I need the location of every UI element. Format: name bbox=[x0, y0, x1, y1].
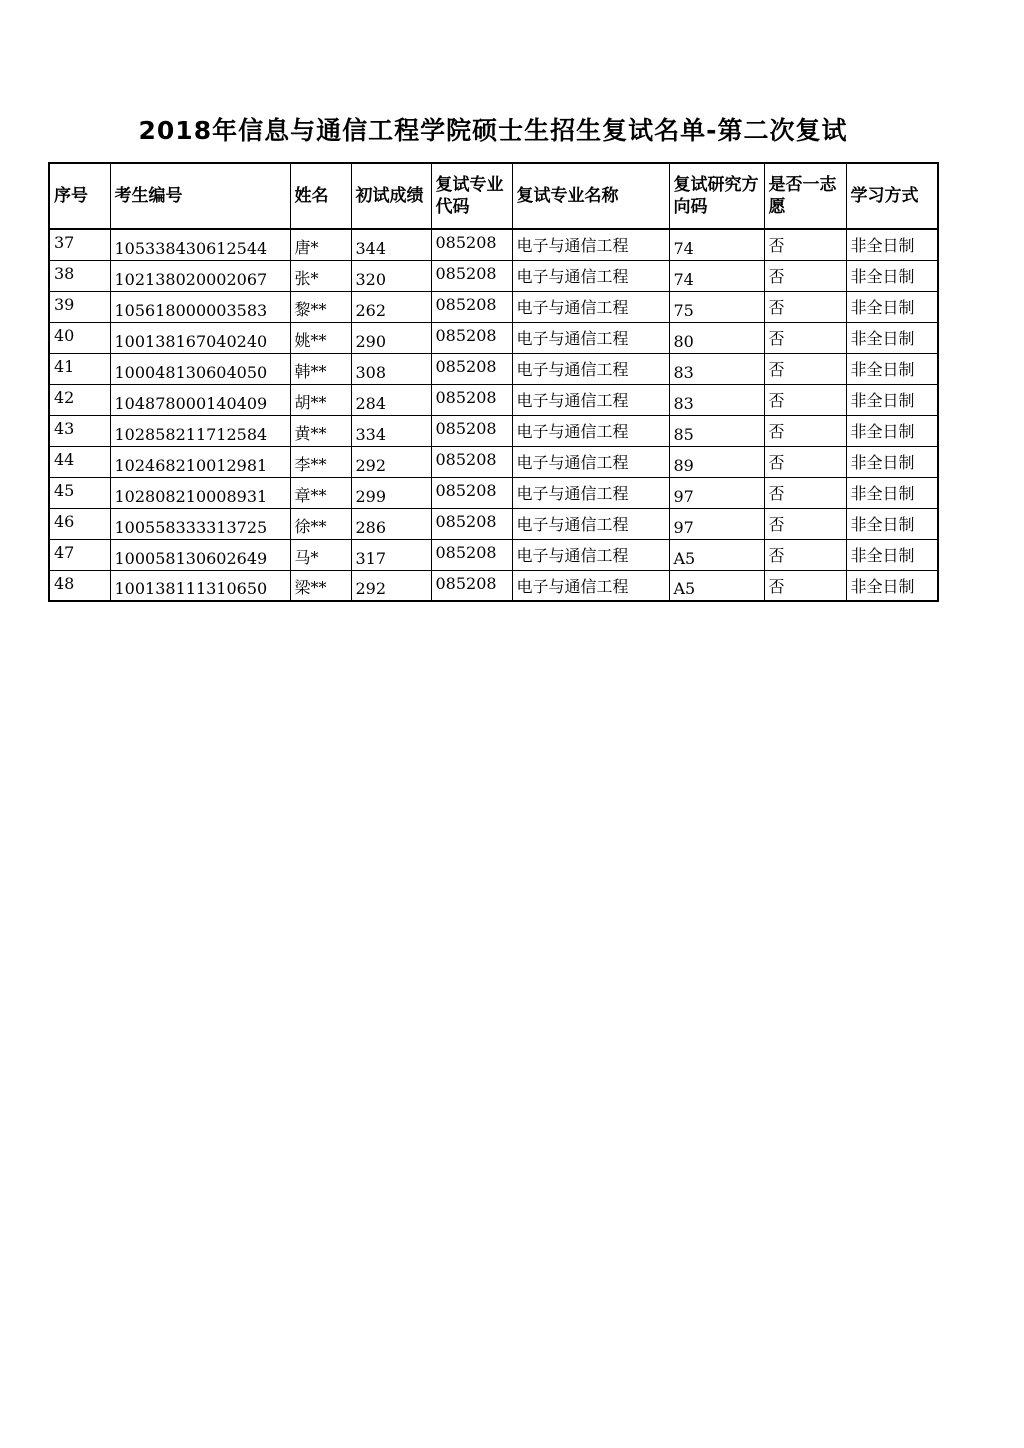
table-row bbox=[49, 446, 938, 477]
cell-direction-code: A5 bbox=[669, 539, 764, 570]
cell-direction-code: 74 bbox=[669, 260, 764, 291]
cell-first-choice: 否 bbox=[764, 229, 846, 260]
header-cell-name: 姓名 bbox=[290, 163, 351, 229]
cell-study-mode: 非全日制 bbox=[846, 446, 938, 477]
cell-major-name: 电子与通信工程 bbox=[512, 508, 669, 539]
cell-first-choice: 否 bbox=[764, 291, 846, 322]
cell-name: 李** bbox=[290, 446, 351, 477]
cell-candidate-id: 100138111310650 bbox=[110, 570, 290, 601]
cell-initial-score: 317 bbox=[351, 539, 431, 570]
cell-name: 马* bbox=[290, 539, 351, 570]
cell-index: 46 bbox=[49, 508, 110, 539]
header-cell-index: 序号 bbox=[49, 163, 110, 229]
cell-index: 37 bbox=[49, 229, 110, 260]
cell-index: 40 bbox=[49, 322, 110, 353]
cell-initial-score: 292 bbox=[351, 446, 431, 477]
table-body bbox=[49, 229, 938, 601]
cell-first-choice: 否 bbox=[764, 322, 846, 353]
cell-index: 45 bbox=[49, 477, 110, 508]
cell-initial-score: 262 bbox=[351, 291, 431, 322]
cell-index: 38 bbox=[49, 260, 110, 291]
cell-direction-code: A5 bbox=[669, 570, 764, 601]
cell-major-code: 085208 bbox=[431, 291, 512, 322]
cell-study-mode: 非全日制 bbox=[846, 415, 938, 446]
cell-major-code: 085208 bbox=[431, 477, 512, 508]
cell-initial-score: 299 bbox=[351, 477, 431, 508]
cell-major-name: 电子与通信工程 bbox=[512, 415, 669, 446]
header-cell-study-mode: 学习方式 bbox=[846, 163, 938, 229]
cell-direction-code: 97 bbox=[669, 508, 764, 539]
cell-name: 黄** bbox=[290, 415, 351, 446]
cell-major-code: 085208 bbox=[431, 508, 512, 539]
header-cell-direction-code: 复试研究方向码 bbox=[669, 163, 764, 229]
cell-first-choice: 否 bbox=[764, 384, 846, 415]
cell-name: 黎** bbox=[290, 291, 351, 322]
cell-index: 41 bbox=[49, 353, 110, 384]
cell-study-mode: 非全日制 bbox=[846, 229, 938, 260]
cell-direction-code: 89 bbox=[669, 446, 764, 477]
cell-first-choice: 否 bbox=[764, 353, 846, 384]
cell-candidate-id: 102808210008931 bbox=[110, 477, 290, 508]
cell-index: 48 bbox=[49, 570, 110, 601]
cell-major-name: 电子与通信工程 bbox=[512, 322, 669, 353]
cell-major-code: 085208 bbox=[431, 322, 512, 353]
cell-major-code: 085208 bbox=[431, 229, 512, 260]
cell-major-name: 电子与通信工程 bbox=[512, 291, 669, 322]
cell-name: 韩** bbox=[290, 353, 351, 384]
cell-major-name: 电子与通信工程 bbox=[512, 477, 669, 508]
cell-study-mode: 非全日制 bbox=[846, 291, 938, 322]
cell-study-mode: 非全日制 bbox=[846, 539, 938, 570]
cell-direction-code: 80 bbox=[669, 322, 764, 353]
cell-major-code: 085208 bbox=[431, 384, 512, 415]
table-row bbox=[49, 539, 938, 570]
table-header bbox=[49, 163, 938, 229]
cell-direction-code: 83 bbox=[669, 353, 764, 384]
table-row bbox=[49, 570, 938, 601]
cell-first-choice: 否 bbox=[764, 539, 846, 570]
cell-study-mode: 非全日制 bbox=[846, 570, 938, 601]
cell-candidate-id: 100138167040240 bbox=[110, 322, 290, 353]
cell-study-mode: 非全日制 bbox=[846, 477, 938, 508]
table-row bbox=[49, 415, 938, 446]
cell-index: 43 bbox=[49, 415, 110, 446]
cell-candidate-id: 102468210012981 bbox=[110, 446, 290, 477]
cell-initial-score: 290 bbox=[351, 322, 431, 353]
cell-name: 唐* bbox=[290, 229, 351, 260]
table-row bbox=[49, 353, 938, 384]
cell-candidate-id: 100058130602649 bbox=[110, 539, 290, 570]
cell-first-choice: 否 bbox=[764, 415, 846, 446]
cell-initial-score: 334 bbox=[351, 415, 431, 446]
cell-first-choice: 否 bbox=[764, 446, 846, 477]
cell-first-choice: 否 bbox=[764, 260, 846, 291]
cell-candidate-id: 102138020002067 bbox=[110, 260, 290, 291]
cell-major-code: 085208 bbox=[431, 415, 512, 446]
cell-candidate-id: 105338430612544 bbox=[110, 229, 290, 260]
table-row bbox=[49, 229, 938, 260]
cell-major-code: 085208 bbox=[431, 570, 512, 601]
header-row bbox=[49, 163, 938, 229]
cell-candidate-id: 100558333313725 bbox=[110, 508, 290, 539]
cell-major-name: 电子与通信工程 bbox=[512, 539, 669, 570]
cell-major-code: 085208 bbox=[431, 539, 512, 570]
cell-name: 徐** bbox=[290, 508, 351, 539]
cell-study-mode: 非全日制 bbox=[846, 260, 938, 291]
cell-initial-score: 308 bbox=[351, 353, 431, 384]
header-cell-first-choice: 是否一志愿 bbox=[764, 163, 846, 229]
header-cell-major-name: 复试专业名称 bbox=[512, 163, 669, 229]
cell-name: 章** bbox=[290, 477, 351, 508]
cell-major-name: 电子与通信工程 bbox=[512, 384, 669, 415]
header-cell-initial-score: 初试成绩 bbox=[351, 163, 431, 229]
cell-study-mode: 非全日制 bbox=[846, 384, 938, 415]
page-title: 2018年信息与通信工程学院硕士生招生复试名单-第二次复试 bbox=[138, 116, 848, 145]
cell-initial-score: 286 bbox=[351, 508, 431, 539]
cell-initial-score: 284 bbox=[351, 384, 431, 415]
cell-initial-score: 344 bbox=[351, 229, 431, 260]
cell-index: 39 bbox=[49, 291, 110, 322]
cell-major-name: 电子与通信工程 bbox=[512, 353, 669, 384]
cell-candidate-id: 104878000140409 bbox=[110, 384, 290, 415]
cell-study-mode: 非全日制 bbox=[846, 353, 938, 384]
cell-first-choice: 否 bbox=[764, 570, 846, 601]
cell-major-name: 电子与通信工程 bbox=[512, 229, 669, 260]
cell-first-choice: 否 bbox=[764, 477, 846, 508]
cell-major-code: 085208 bbox=[431, 353, 512, 384]
cell-index: 47 bbox=[49, 539, 110, 570]
cell-major-code: 085208 bbox=[431, 260, 512, 291]
cell-initial-score: 292 bbox=[351, 570, 431, 601]
cell-candidate-id: 102858211712584 bbox=[110, 415, 290, 446]
cell-major-name: 电子与通信工程 bbox=[512, 260, 669, 291]
cell-candidate-id: 100048130604050 bbox=[110, 353, 290, 384]
cell-direction-code: 75 bbox=[669, 291, 764, 322]
cell-name: 胡** bbox=[290, 384, 351, 415]
cell-initial-score: 320 bbox=[351, 260, 431, 291]
cell-direction-code: 83 bbox=[669, 384, 764, 415]
cell-study-mode: 非全日制 bbox=[846, 322, 938, 353]
cell-first-choice: 否 bbox=[764, 508, 846, 539]
cell-direction-code: 85 bbox=[669, 415, 764, 446]
cell-index: 42 bbox=[49, 384, 110, 415]
table-row bbox=[49, 291, 938, 322]
cell-name: 梁** bbox=[290, 570, 351, 601]
table-row bbox=[49, 384, 938, 415]
cell-name: 张* bbox=[290, 260, 351, 291]
cell-major-name: 电子与通信工程 bbox=[512, 570, 669, 601]
table-row bbox=[49, 322, 938, 353]
table-row bbox=[49, 477, 938, 508]
cell-direction-code: 74 bbox=[669, 229, 764, 260]
header-cell-candidate-id: 考生编号 bbox=[110, 163, 290, 229]
cell-candidate-id: 105618000003583 bbox=[110, 291, 290, 322]
candidate-table bbox=[48, 162, 939, 602]
cell-index: 44 bbox=[49, 446, 110, 477]
cell-study-mode: 非全日制 bbox=[846, 508, 938, 539]
table-row bbox=[49, 508, 938, 539]
cell-major-code: 085208 bbox=[431, 446, 512, 477]
header-cell-major-code: 复试专业代码 bbox=[431, 163, 512, 229]
table-row bbox=[49, 260, 938, 291]
cell-name: 姚** bbox=[290, 322, 351, 353]
cell-direction-code: 97 bbox=[669, 477, 764, 508]
cell-major-name: 电子与通信工程 bbox=[512, 446, 669, 477]
